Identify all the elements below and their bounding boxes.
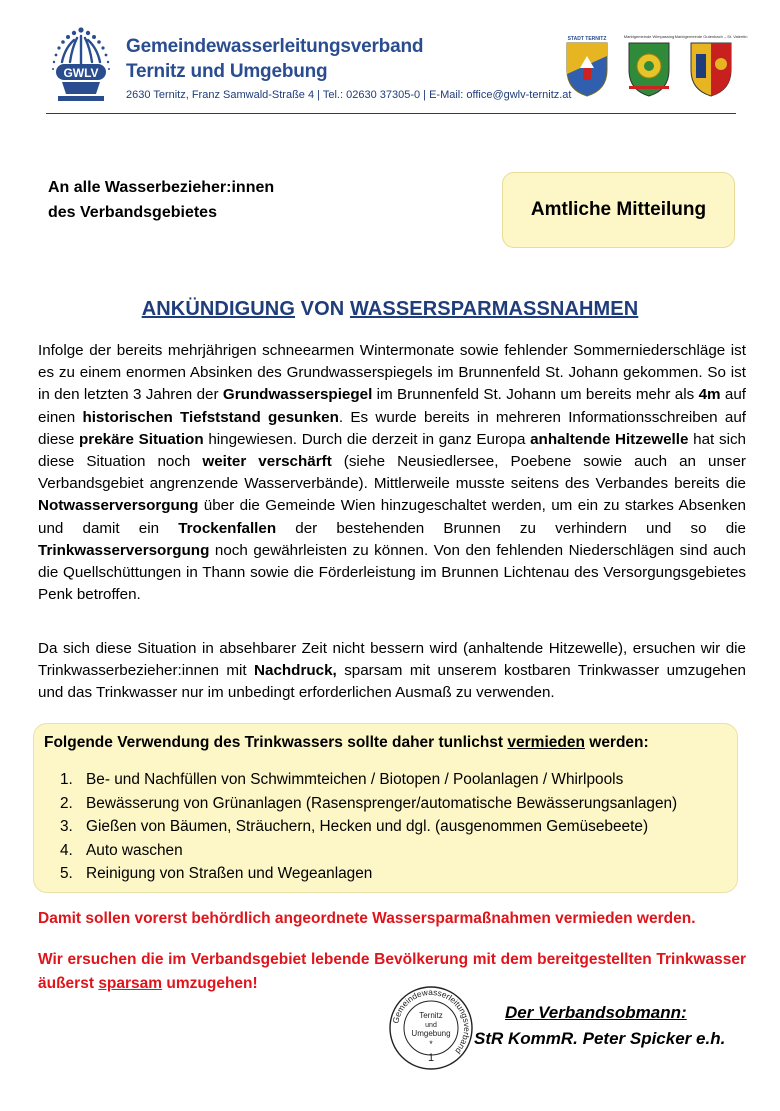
emphasis-text: Trinkwasserversorgung [38, 541, 210, 559]
stamp-line2: und [425, 1022, 437, 1029]
list-item-text: Gießen von Bäumen, Sträuchern, Hecken und dgl. (ausgenommen Gemüsebeete) [86, 818, 649, 835]
logo-lettering: GWLV [63, 66, 99, 80]
stamp-line3: Umgebung [411, 1029, 451, 1038]
emphasis-text: historischen Tiefststand gesunken [82, 408, 339, 426]
crest2-label: Marktgemeinde Wimpassing [623, 34, 675, 39]
body-text: hingewiesen. Durch die derzeit in ganz Europa [203, 430, 531, 448]
list-item [60, 862, 677, 886]
list-item-text: Reinigung von Straßen und Wegeanlagen [86, 865, 373, 882]
recipient-line2: des Verbandsgebietes [48, 204, 217, 221]
emphasis-text: 4m [698, 386, 721, 404]
emphasis-text: prekäre Situation [79, 430, 204, 448]
body-text: hat sich diese Situation noch [38, 430, 746, 471]
stamp-ring-text: Gemeindewasserleitungsverband [390, 986, 473, 1057]
list-item [60, 815, 677, 839]
emphasis-text: Notwasserversorgung [38, 497, 199, 515]
paragraph-request [38, 638, 746, 705]
avoid-heading-underlined: vermieden [507, 734, 585, 751]
avoid-usage-list [60, 768, 677, 886]
stamp-line1: Ternitz [419, 1011, 443, 1020]
list-item [60, 792, 677, 816]
paragraph-situation [38, 340, 746, 606]
avoid-heading-post: werden: [584, 734, 649, 751]
avoid-usage-box [33, 723, 738, 893]
list-item [60, 839, 677, 863]
body-text: Infolge der bereits mehrjährigen schneearmen Wintermonate sowie fehlender Sommerniederschläge ist es zu einem enormen Absinken des Grundwasserspiegels im Brunnenfeld St. Johann gekommen. So ist in den letzten 3 Jahren der [38, 342, 746, 404]
document-title [0, 298, 780, 321]
gwlv-fountain-logo [48, 24, 114, 104]
emphasis-text: weiter verschärft [202, 453, 332, 471]
gutenbach-crest-icon [675, 34, 748, 96]
letterhead [46, 22, 748, 114]
emphasis-text: anhaltende Hitzewelle [530, 430, 689, 448]
crest3-label: Marktgemeinde Gutenbach – St. Valentin [674, 34, 748, 39]
ternitz-crest-icon [567, 36, 607, 96]
recipient-line1: An alle Wasserbezieher:innen [48, 179, 275, 196]
emphasis-text: Nachdruck, [254, 662, 337, 680]
body-text: der bestehenden Brunnen zu verhindern und so die [276, 519, 746, 537]
municipal-crests [564, 34, 748, 98]
recipient-block [48, 175, 274, 225]
emphasis-text: Grundwasserspiegel [222, 386, 373, 404]
body-text: über die Gemeinde Wien hinzugeschaltet werden, um ein zu starkes Absenken und damit ein [38, 497, 746, 537]
body-text: auf einen [38, 386, 747, 426]
alert-note-2-post: umzugehen! [162, 975, 258, 992]
stamp-star: * [429, 1039, 433, 1049]
body-text: im Brunnenfeld St. Johann um bereits mehr als [372, 386, 699, 404]
title-part3: WASSERSPARMASSNAHMEN [349, 298, 639, 320]
emphasis-text: Trockenfallen [178, 519, 277, 537]
title-part2: VON [295, 298, 350, 320]
body-text: . Es wurde bereits in mehreren Informationsschreiben auf diese [38, 408, 746, 448]
organization-name [126, 34, 423, 84]
list-item-number: 2. [60, 794, 73, 812]
list-item-text: Bewässerung von Grünanlagen (Rasensprenger/automatische Bewässerungsanlagen) [86, 794, 678, 812]
wimpassing-crest-icon [624, 34, 674, 96]
organization-name-line1: Gemeindewasserleitungsverband [126, 36, 424, 57]
alert-note-1: Damit sollen vorerst behördlich angeordnete Wassersparmaßnahmen vermieden werden. [38, 910, 696, 927]
list-item-text: Be- und Nachfüllen von Schwimmteichen / Biotopen / Poolanlagen / Whirlpools [86, 771, 624, 788]
alert-note-2-pre: Wir ersuchen die im Verbandsgebiet lebende Bevölkerung mit dem bereitgestellten Trinkwasser äußerst [38, 951, 746, 992]
avoid-usage-heading [44, 734, 649, 752]
list-item-number: 4. [60, 841, 73, 859]
body-text: sparsam mit unserem kostbaren Trinkwasser umzugehen und das Trinkwasser nur im unbedingt erforderlichen Ausmaß zu verwenden. [38, 662, 746, 702]
list-item-number: 1. [60, 771, 73, 788]
list-item-text: Auto waschen [86, 841, 183, 859]
alert-note-2-underlined: sparsam [98, 975, 163, 992]
organization-address: 2630 Ternitz, Franz Samwald-Straße 4 | Tel.: 02630 37305-0 | E-Mail: office@gwlv-ternitz.at [126, 89, 572, 101]
list-item [60, 768, 677, 792]
avoid-heading-pre: Folgende Verwendung des Trinkwassers sollte daher tunlichst [44, 734, 508, 751]
signature-name: StR KommR. Peter Spicker e.h. [474, 1029, 726, 1048]
organization-name-line2: Ternitz und Umgebung [126, 61, 328, 82]
signature-title: Der Verbandsobmann: [505, 1003, 687, 1022]
crest1-label: STADT TERNITZ [567, 36, 607, 42]
official-stamp-icon [388, 985, 474, 1071]
stamp-number: 1 [427, 1052, 435, 1064]
body-text: Da sich diese Situation in absehbarer Zeit nicht bessern wird (anhaltende Hitzewelle), ersuchen wir die Trinkwasserbezieher:innen mit [38, 640, 746, 680]
official-notice-label: Amtliche Mitteilung [530, 199, 707, 220]
body-text: (siehe Neusiedlersee, Poebene sowie auch an unser Verbandsgebiet angrenzende Wasserverbände). Mittlerweile musste seitens des Verbandes bereits die [38, 453, 746, 493]
body-text: noch gewährleisten zu können. Von den fehlenden Niederschlägen sind auch die Quellschüttungen in Thann sowie die Förderleistung im Brunnen Lichtenau des Versorgungsgebietes Penk betroffen. [38, 541, 746, 604]
list-item-number: 3. [60, 818, 73, 835]
official-notice-box [502, 172, 735, 248]
list-item-number: 5. [60, 865, 73, 882]
title-part1: ANKÜNDIGUNG [141, 298, 296, 320]
